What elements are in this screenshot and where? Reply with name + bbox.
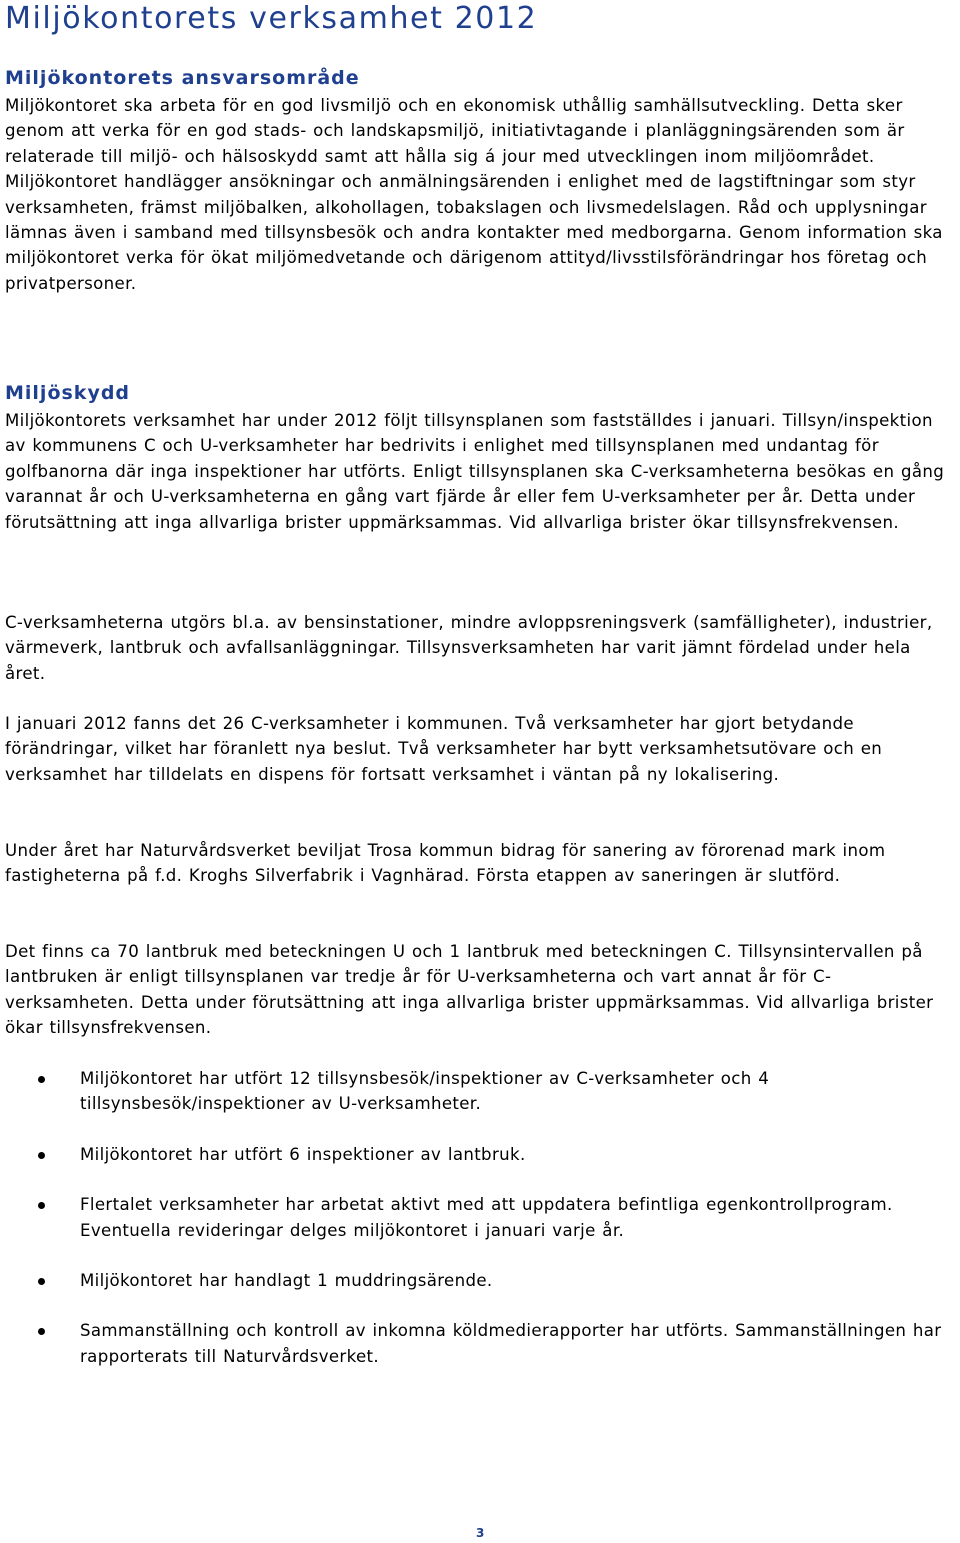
paragraph-miljoskydd-1: Miljökontorets verksamhet har under 2012 följt tillsynsplanen som fastställdes i januari. Tillsyn/inspektion av kommunens C och U-verksamheter har bedrivits i enlighet med tillsynsplanen med undantag för golfbanorna där inga inspektioner har utförts. Enligt tillsynsplanen ska C-verksamheterna besökas en gång varannat år och U-verksamheterna en gång vart fjärde år eller fem U-verksamheter per år. Detta under förutsättning att inga allvarliga brister uppmärksammas. Vid allvarliga brister ökar tillsynsfrekvensen. — [5, 411, 945, 532]
paragraph-miljoskydd-2: C-verksamheterna utgörs bl.a. av bensinstationer, mindre avloppsreningsverk (samfälligheter), industrier, värmeverk, lantbruk och avfallsanläggningar. Tillsynsverksamheten har varit jämnt fördelad under hela året. — [5, 613, 933, 683]
bullet-dot-icon — [38, 1202, 45, 1209]
paragraph-ansvarsomrade: Miljökontoret ska arbeta för en god livsmiljö och en ekonomisk uthållig samhällsutveckling. Detta sker genom att verka för en god stads- och landskapsmiljö, initiativtagande i planläggningsärenden som är relaterade till miljö- och hälsoskydd samt att hålla sig á jour med utvecklingen inom miljöområdet. Miljökontoret handlägger ansökningar och anmälningsärenden i enlighet med de lagstiftningar som styr verksamheten, främst miljöbalken, alkohollagen, tobakslagen och livsmedelslagen. Råd och upplysningar lämnas även i samband med tillsynsbesök och andra kontakter med medborgarna. Genom information ska miljökontoret verka för ökat miljömedvetande och därigenom attityd/livsstilsförändringar hos företag och privatpersoner. — [5, 96, 943, 293]
list-item — [0, 1066, 950, 1117]
list-item-text: Miljökontoret har utfört 6 inspektioner av lantbruk. — [80, 1144, 526, 1164]
bullet-dot-icon — [38, 1152, 45, 1159]
paragraph-miljoskydd-3: I januari 2012 fanns det 26 C-verksamheter i kommunen. Två verksamheter har gjort betydande förändringar, vilket har föranlett nya beslut. Två verksamheter har bytt verksamhetsutövare och en verksamhet har tilldelats en dispens för fortsatt verksamhet i väntan på ny lokalisering. — [5, 714, 883, 784]
bullet-dot-icon — [38, 1076, 45, 1083]
document-title: Miljökontorets verksamhet 2012 — [5, 1, 538, 36]
section-heading-ansvarsomrade: Miljökontorets ansvarsområde — [5, 67, 360, 89]
list-item-text: Sammanställning och kontroll av inkomna köldmedierapporter har utförts. Sammanställningen har rapporterats till Naturvårdsverket. — [80, 1321, 942, 1366]
list-item-text: Miljökontoret har utfört 12 tillsynsbesök/inspektioner av C-verksamheter och 4 tillsynsbesök/inspektioner av U-verksamheter. — [80, 1069, 770, 1114]
bullet-dot-icon — [38, 1328, 45, 1335]
list-item — [0, 1142, 950, 1167]
section-heading-miljoskydd: Miljöskydd — [5, 382, 131, 404]
page-number: 3 — [476, 1526, 485, 1540]
paragraph-miljoskydd-4: Under året har Naturvårdsverket beviljat Trosa kommun bidrag för sanering av förorenad mark inom fastigheterna på f.d. Kroghs Silverfabrik i Vagnhärad. Första etappen av saneringen är slutförd. — [5, 841, 886, 886]
list-item-text: Miljökontoret har handlagt 1 muddringsärende. — [80, 1271, 493, 1291]
list-item — [0, 1318, 950, 1369]
paragraph-miljoskydd-5: Det finns ca 70 lantbruk med beteckningen U och 1 lantbruk med beteckningen C. Tillsynsintervallen på lantbruken är enligt tillsynsplanen var tredje år för U-verksamheterna och vart annat år för C-verksamheten. Detta under förutsättning att inga allvarliga brister uppmärksammas. Vid allvarliga brister ökar tillsynsfrekvensen. — [5, 942, 934, 1038]
list-item — [0, 1268, 950, 1293]
bullet-dot-icon — [38, 1278, 45, 1285]
list-item-text: Flertalet verksamheter har arbetat aktivt med att uppdatera befintliga egenkontrollprogram. Eventuella revideringar delges miljökontoret i januari varje år. — [80, 1195, 893, 1240]
inspection-bullet-list — [0, 1066, 960, 1394]
list-item — [0, 1192, 950, 1243]
